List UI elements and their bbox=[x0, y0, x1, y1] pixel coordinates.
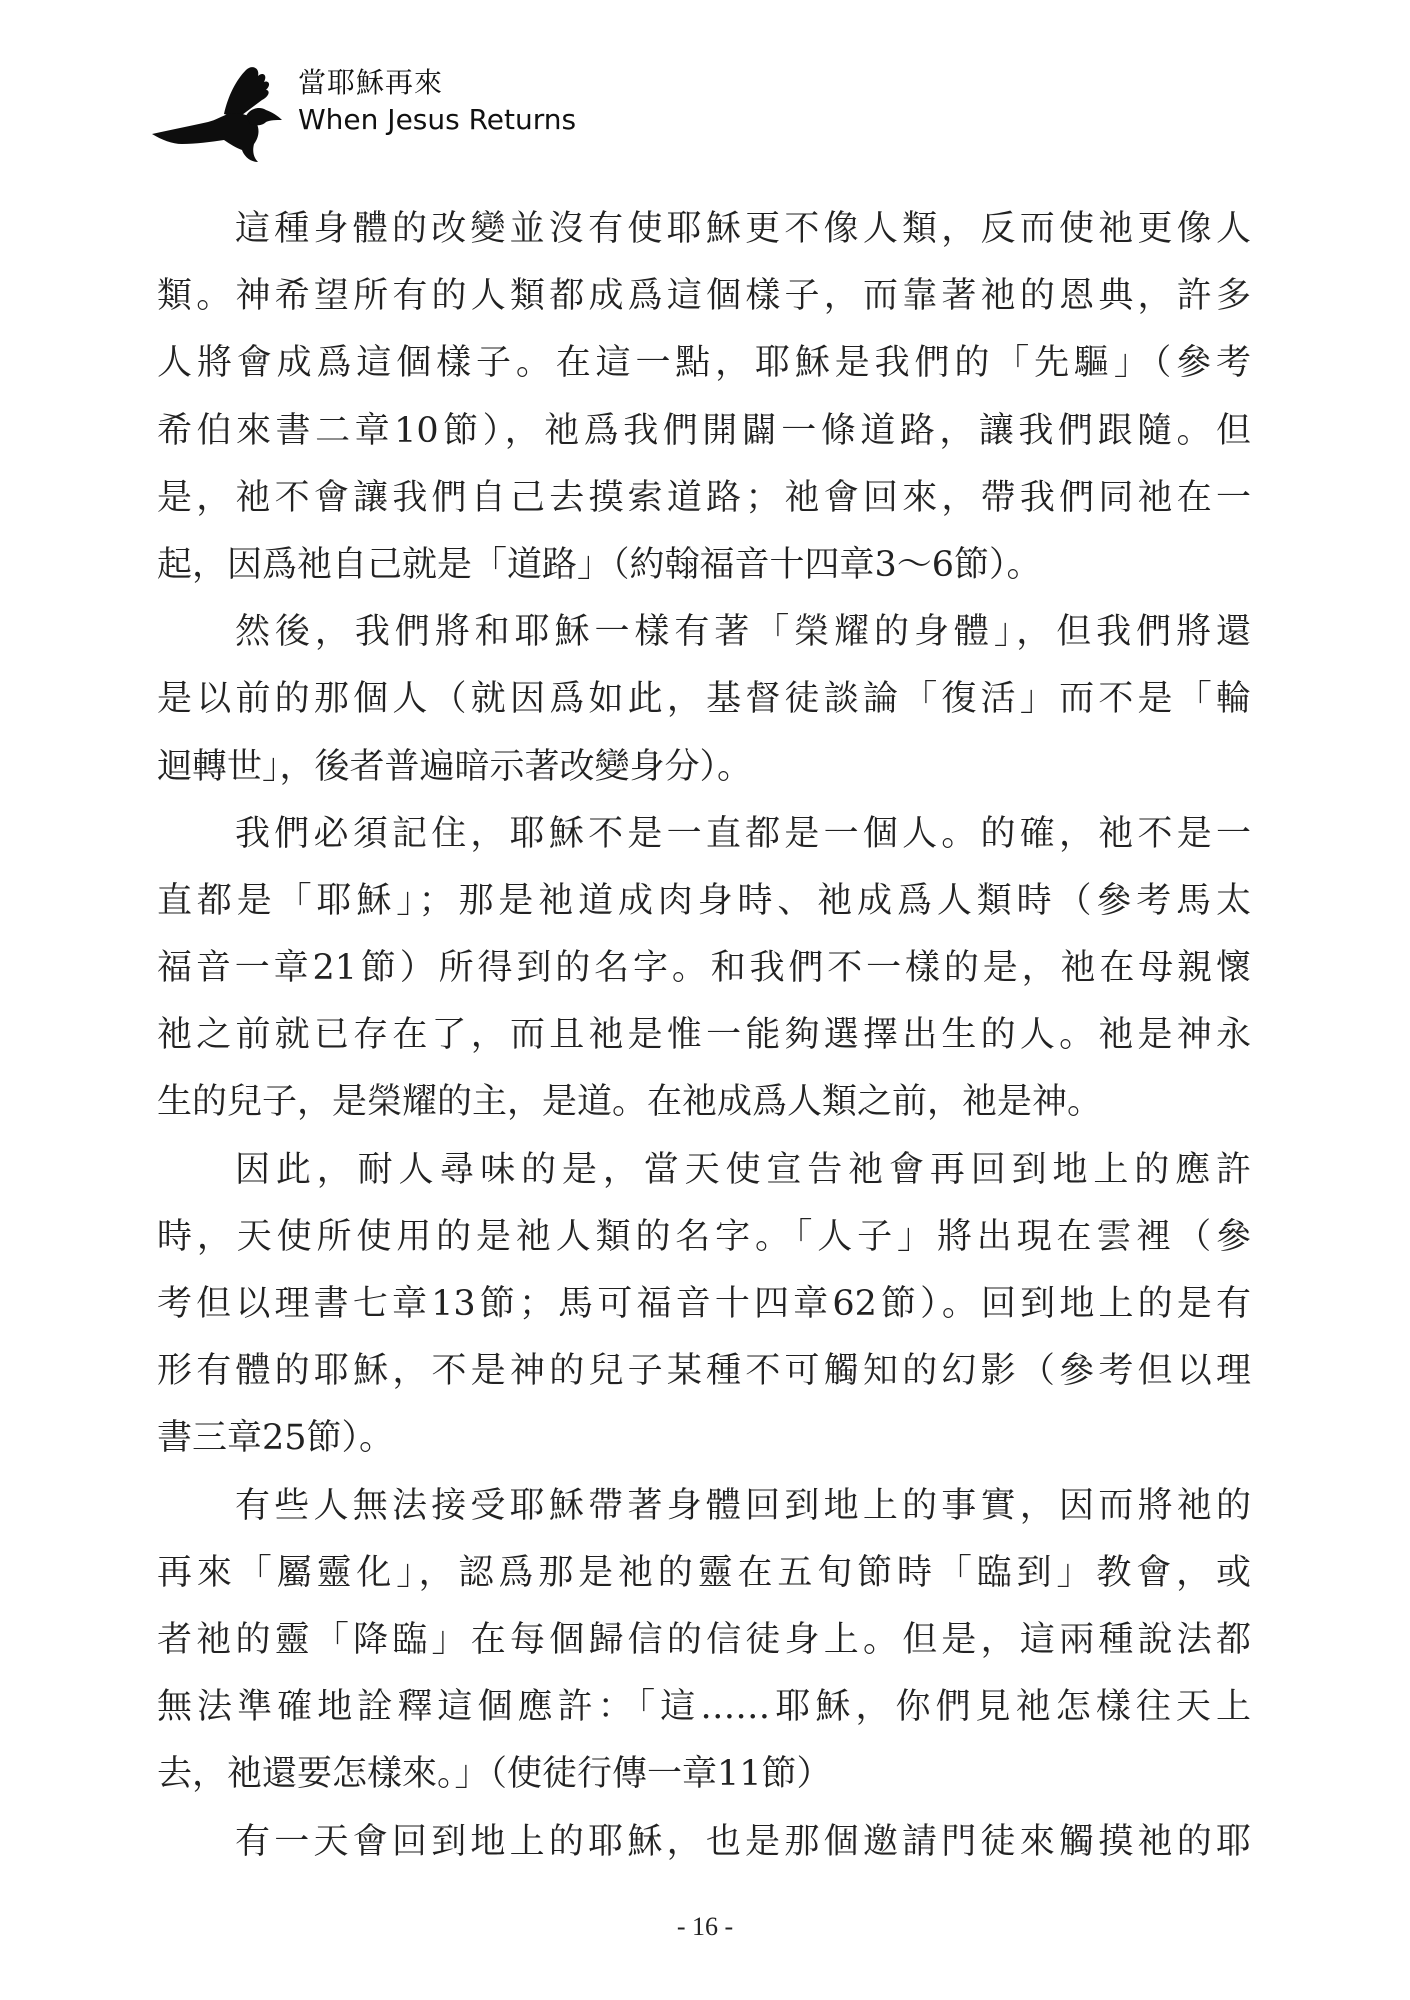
text-line: 考但以理書七章13節；馬可福音十四章62節）。回到地上的是有 bbox=[157, 1284, 1251, 1324]
text-line: 這種身體的改變並沒有使耶穌更不像人類，反而使祂更像人 bbox=[235, 209, 1251, 249]
text-line: 有一天會回到地上的耶穌，也是那個邀請門徒來觸摸祂的耶 bbox=[235, 1821, 1251, 1862]
text-line: 我們必須記住，耶穌不是一直都是一個人。的確，祂不是一 bbox=[235, 813, 1251, 854]
text-line: 因此，耐人尋味的是，當天使宣告祂會再回到地上的應許 bbox=[235, 1149, 1251, 1190]
header-titles bbox=[298, 64, 576, 138]
body-text bbox=[157, 196, 1251, 1876]
book-title-english: When Jesus Returns bbox=[298, 103, 577, 136]
text-line: 去，祂還要怎樣來。」（使徒行傳一章11節） bbox=[157, 1754, 832, 1795]
page-number: - 16 - bbox=[676, 1912, 734, 1941]
text-line: 形有體的耶穌，不是神的兒子某種不可觸知的幻影（參考但以理 bbox=[157, 1351, 1251, 1392]
text-line: 再來「屬靈化」，認爲那是祂的靈在五旬節時「臨到」教會，或 bbox=[157, 1552, 1251, 1593]
text-line: 者祂的靈「降臨」在每個歸信的信徒身上。但是，這兩種說法都 bbox=[157, 1619, 1251, 1660]
text-line: 有些人無法接受耶穌帶著身體回到地上的事實，因而將祂的 bbox=[235, 1485, 1251, 1526]
text-line: 直都是「耶穌」；那是祂道成肉身時、祂成爲人類時（參考馬太 bbox=[157, 880, 1251, 921]
text-line: 希伯來書二章10節），祂爲我們開闢一條道路，讓我們跟隨。但 bbox=[157, 410, 1251, 451]
bird-silhouette-icon bbox=[150, 64, 290, 164]
text-line: 無法準確地詮釋這個應許：「這……耶穌，你們見祂怎樣往天上 bbox=[157, 1687, 1251, 1728]
text-line: 迴轉世」，後者普遍暗示著改變身分）。 bbox=[157, 746, 753, 787]
book-title-chinese: 當耶穌再來 bbox=[298, 66, 444, 99]
text-line: 然後，我們將和耶穌一樣有著「榮耀的身體」，但我們將還 bbox=[235, 612, 1251, 653]
text-line: 是以前的那個人（就因爲如此，基督徒談論「復活」而不是「輪 bbox=[157, 679, 1251, 720]
text-line: 是，祂不會讓我們自己去摸索道路；祂會回來，帶我們同祂在一 bbox=[157, 477, 1251, 518]
text-line: 人將會成爲這個樣子。在這一點，耶穌是我們的「先驅」（參考 bbox=[157, 343, 1251, 384]
text-line: 時，天使所使用的是祂人類的名字。「人子」將出現在雲裡（參 bbox=[157, 1216, 1251, 1257]
text-line: 類。神希望所有的人類都成爲這個樣子，而靠著祂的恩典，許多 bbox=[157, 276, 1251, 317]
text-line: 書三章25節）。 bbox=[157, 1418, 395, 1459]
text-line: 生的兒子，是榮耀的主，是道。在祂成爲人類之前，祂是神。 bbox=[157, 1082, 1103, 1123]
text-line: 祂之前就已存在了，而且祂是惟一能夠選擇出生的人。祂是神永 bbox=[157, 1015, 1251, 1056]
page-header bbox=[150, 56, 650, 166]
text-line: 福音一章21節）所得到的名字。和我們不一樣的是，祂在母親懷 bbox=[157, 948, 1251, 989]
text-line: 起，因爲祂自己就是「道路」（約翰福音十四章3～6節）。 bbox=[157, 544, 1042, 585]
